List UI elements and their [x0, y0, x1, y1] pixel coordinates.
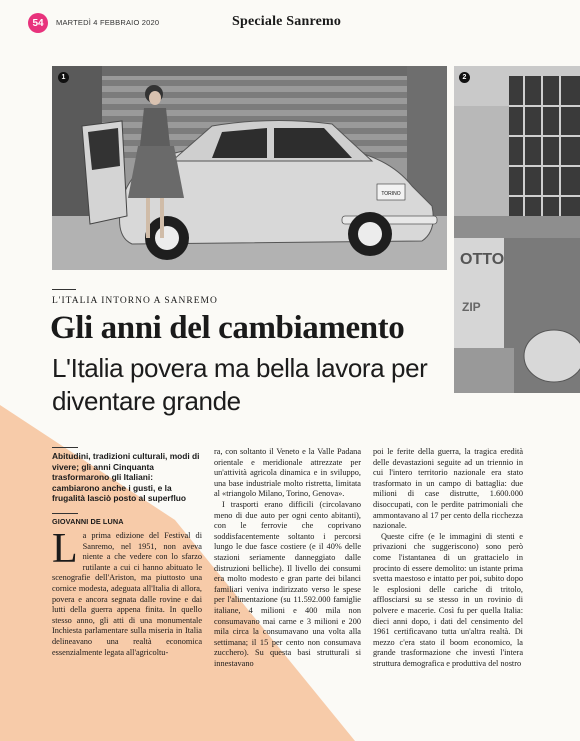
article-summary: Abitudini, tradizioni culturali, modi di vivere; gli anni Cinquanta trasformarono gli Italiani: cambiarono anche i gusti, e la frugalità lasciò posto al superfluo: [52, 451, 200, 503]
article-column-2: [214, 447, 361, 669]
photo-woman-with-car: [52, 66, 447, 270]
svg-text:OTTO: OTTO: [460, 251, 505, 268]
photo-number-badge-2: 2: [459, 72, 470, 83]
section-title: Speciale Sanremo: [232, 14, 342, 29]
article-paragraph: ra, con soltanto il Veneto e la Valle Padana orientale e meridionale attrezzate per un'attività agricola dinamica e in sviluppo, una base industriale molto ristretta, limitata al «triangolo Milano, Torino, Genova».: [214, 447, 361, 499]
author-rule: [52, 513, 78, 514]
article-paragraph: I trasporti erano difficili (circolavano meno di due auto per ogni cento abitanti), con le ferrovie che coprivano soddisfacentemente soltanto i percorsi lungo le due fasce costiere (e il 40% delle stazioni seriamente danneggiato dalle distruzioni belliche). Il livello dei consumi era molto modesto e gran parte dei bilanci familiari veniva indirizzato verso le spese per l'alimentazione (su 11.592.000 famiglie italiane, 4 milioni e 400 mila non consumavano mai carne e 3 milioni e 200 mila circa la consumavano una volta alla settimana; il 15 per cento non consumava zucchero). Su questa basi strutturali si innestavano: [214, 499, 361, 668]
summary-rule: [52, 447, 78, 448]
article-author: GIOVANNI DE LUNA: [52, 516, 124, 526]
license-plate: TORINO: [381, 191, 401, 197]
svg-text:ZIP: ZIP: [462, 300, 481, 314]
article-headline: Gli anni del cambiamento: [50, 310, 405, 346]
photo-building-window: [454, 66, 580, 393]
article-paragraph: a prima edizione del Festival di Sanremo, nel 1951, non aveva niente a che vedere con lo sfarzo rutilante a cui ci hanno abituato le scenografie dell'Ariston, ma piuttosto una cornice modesta, adeguata all'Italia di allora, povera e ancora segnata dalle rovine e dai lutti della guerra appena finita. In quello stesso anno, gli atti di una monumentale Inchiesta parlamentare sulla miseria in Italia delineavano una realtà economica essenzialmente legata all'agricoltu-: [52, 531, 202, 657]
page-number: 54: [28, 13, 48, 33]
article-paragraph: Queste cifre (e le immagini di stenti e privazioni che suggeriscono) sono però come l'istantanea di un grattacielo in procinto di essere demolito: un istante prima svetta maestoso e intatto per poi, subito dopo le esplosioni delle cariche di tritolo, afflosciarsi su se stesso in un rovinio di polvere e macerie. Così fu per quella Italia: dieci anni dopo, i dati del censimento del 1961 certificavano tutta un'altra realtà. Di mezzo c'era stato il boom economico, la grande trasformazione che investì l'intera struttura demografica e produttiva del nostro: [373, 531, 523, 668]
photo-number-badge-1: 1: [58, 72, 69, 83]
article-column-3: [373, 447, 523, 669]
drop-cap: L: [52, 526, 78, 573]
article-column-1: [52, 447, 202, 658]
article-kicker: L'ITALIA INTORNO A SANREMO: [52, 296, 218, 306]
article-subhead: L'Italia povera ma bella lavora per diventare grande: [52, 353, 428, 416]
kicker-rule: [52, 289, 76, 290]
issue-date: MARTEDÌ 4 FEBBRAIO 2020: [56, 18, 160, 27]
article-paragraph: poi le ferite della guerra, la tragica eredità delle devastazioni seguite ad un triennio in cui l'intero territorio nazionale era stato trasformato in un campo di battaglia: due milioni di case distrutte, 1.600.000 disoccupati, con le perdite patrimoniali che ammontavano al 17 per cento della ricchezza nazionale.: [373, 447, 523, 531]
